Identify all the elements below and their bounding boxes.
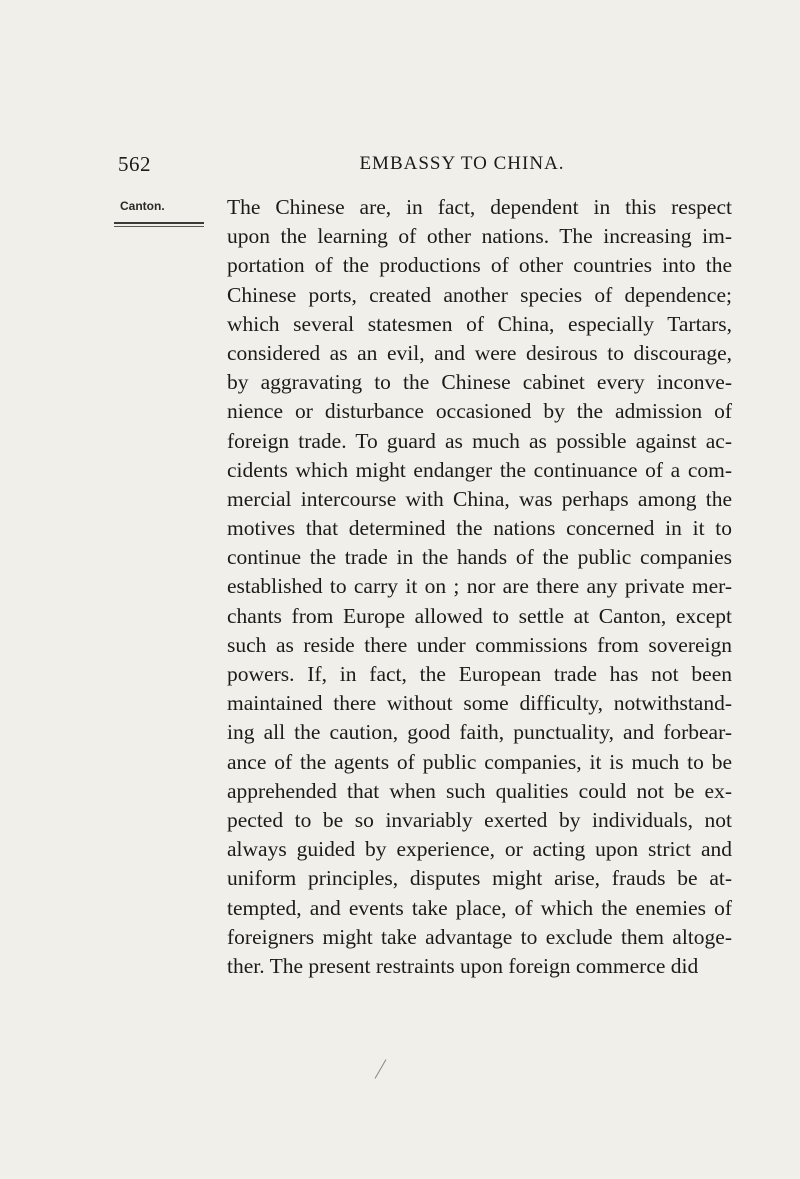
text-line: maintained there without some difficulty, notwithstand- [227,691,732,716]
text-line: chants from Europe allowed to settle at Canton, except [227,603,732,628]
text-line: foreign trade. To guard as much as possible against ac- [227,428,732,453]
text-line: by aggravating to the Chinese cabinet every inconve- [227,370,732,395]
text-line: The Chinese are, in fact, dependent in this respect [227,195,732,219]
margin-note-rule [114,222,204,227]
text-line: ther. The present restraints upon foreign commerce did [227,953,699,978]
margin-note: Canton. [120,199,165,213]
text-line: pected to be so invariably exerted by individuals, not [227,807,732,832]
text-line: portation of the productions of other countries into the [227,253,732,278]
body-paragraph [227,193,732,981]
text-line: such as reside there under commissions from sovereign [227,632,732,657]
text-line: nience or disturbance occasioned by the admission of [227,399,732,424]
text-line: which several statesmen of China, especially Tartars, [227,311,732,336]
text-line: continue the trade in the hands of the public companies [227,545,732,570]
text-line: motives that determined the nations concerned in it to [227,516,732,541]
page-number: 562 [118,152,151,176]
text-line: considered as an evil, and were desirous to discourage, [227,340,732,365]
text-line: upon the learning of other nations. The increasing im- [227,224,732,249]
text-line: ing all the caution, good faith, punctuality, and forbear- [227,720,732,745]
text-line: cidents which might endanger the continuance of a com- [227,457,732,482]
running-head-text: EMBASSY TO CHINA. [359,153,565,174]
text-line: foreigners might take advantage to exclude them altoge- [227,924,732,949]
stray-pen-mark [375,1059,387,1079]
text-line: uniform principles, disputes might arise, frauds be at- [227,866,732,891]
text-line: always guided by experience, or acting upon strict and [227,837,732,862]
text-line: Chinese ports, created another species of dependence; [227,282,732,307]
text-line: ance of the agents of public companies, it is much to be [227,749,732,774]
running-head [0,153,800,175]
text-line: powers. If, in fact, the European trade has not been [227,662,732,686]
text-line: mercial intercourse with China, was perhaps among the [227,486,732,511]
text-line: tempted, and events take place, of which the enemies of [227,895,732,920]
text-line: established to carry it on ; nor are there any private mer- [227,574,732,599]
text-line: apprehended that when such qualities could not be ex- [227,778,732,803]
